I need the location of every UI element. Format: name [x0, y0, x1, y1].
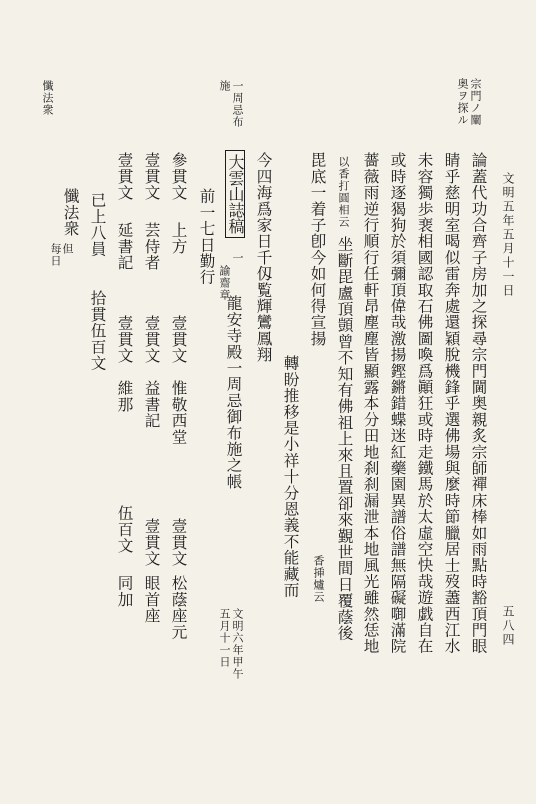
header-middle-top: 一周忌布 [231, 80, 244, 128]
body-column-7-note: 香挿爐云 [312, 555, 325, 603]
entry-f-label: 懺法衆 [61, 188, 80, 237]
entry-c-amount-2: 壹貫文 [142, 315, 161, 364]
entry-c-name-2: 益書記 [142, 380, 161, 429]
body-column-5: 薔薇雨逆行順行任軒昂塵塵皆顯露本分田地刹刹漏泄本地風光雖然恁地 [361, 152, 380, 655]
entry-f-note-2: 每日 [49, 243, 62, 267]
body-column-1: 論蓋代功合齊子房加之探尋宗門閫奥親炙宗師禪床棒如雨點時豁頂門眼 [469, 152, 488, 655]
page-number: 五八四 [501, 605, 515, 647]
entry-b-amount-1: 參貫文 [169, 152, 188, 201]
header-right-top: 宗門ノ闡 [469, 78, 482, 126]
body-column-4: 或時逐猲狗於須彌頂偉哉激揚鏗鏘錯蝶迷紅藥園異譜俗譜無隔礙啣滿院 [388, 152, 407, 655]
entry-c-amount-1: 壹貫文 [142, 152, 161, 201]
running-head-date: 文明五年五月十一日 [501, 172, 515, 298]
header-left-label: 懺法衆 [41, 80, 54, 116]
entry-column-a: 前一七日勤行 [197, 188, 216, 286]
entry-d-name-1: 延書記 [115, 222, 134, 271]
body-column-7-part-a: 毘底一着子卽今如何得宣揚 [308, 152, 327, 347]
body-column-8: 今四海爲家日千仭覧輝鸞鳳翔 [254, 152, 273, 363]
body-column-6-main: 坐斷毘盧頂顗曾不知有佛祖上來且置卻來覲世間日覆蔭後 [335, 236, 354, 641]
section-author-a: 一 [231, 252, 244, 264]
entry-b-amount-3: 壹貫文 [169, 518, 188, 567]
section-date-line-2: 五月十一日 [218, 608, 231, 668]
entry-d-amount-2: 壹貫文 [115, 315, 134, 364]
section-title-box: 大雲山誌稿 [225, 150, 245, 238]
body-column-2: 睛乎慈明室喝似雷奔處還穎脫機鋒乎選佛場與麼時節臘居士歿藎西江水 [442, 152, 461, 655]
entry-d-name-3: 同加 [115, 575, 134, 608]
header-right-bottom: 奥ヲ探ル [456, 78, 469, 126]
body-column-6-note: 以香打圓相云 [337, 156, 350, 228]
body-column-7-part-b: 轉盼推移是小祥十分恩義不能藏而 [281, 355, 300, 598]
entry-c-name-1: 芸侍者 [142, 222, 161, 271]
header-middle-bottom: 施 [218, 80, 231, 92]
entry-d-amount-1: 壹貫文 [115, 152, 134, 201]
entry-d-name-2: 維那 [115, 380, 134, 413]
entry-b-name-3: 松蔭座元 [169, 575, 188, 640]
section-heading: 龍安寺殿一周忌御布施之帳 [224, 295, 243, 490]
entry-d-amount-3: 伍百文 [115, 505, 134, 554]
entry-b-amount-2: 壹貫文 [169, 315, 188, 364]
section-date-line-1: 文明六年甲午 [231, 608, 244, 680]
body-column-3: 未容獨歩裵相國認取石佛圖喚爲顚狂或時走鐵馬於太虛空快哉遊戯自在 [415, 152, 434, 655]
entry-c-amount-3: 壹貫文 [142, 518, 161, 567]
entry-e-total-label: 已上八員 [88, 192, 107, 257]
entry-b-name-1: 上方 [169, 222, 188, 255]
section-author-b: 諭齋章 [218, 265, 231, 301]
entry-f-note-1: 但 [61, 243, 74, 255]
entry-b-name-2: 惟敬西堂 [169, 380, 188, 445]
entry-c-name-3: 眼首座 [142, 575, 161, 624]
entry-e-total-amount: 拾貫伍百文 [88, 290, 107, 371]
